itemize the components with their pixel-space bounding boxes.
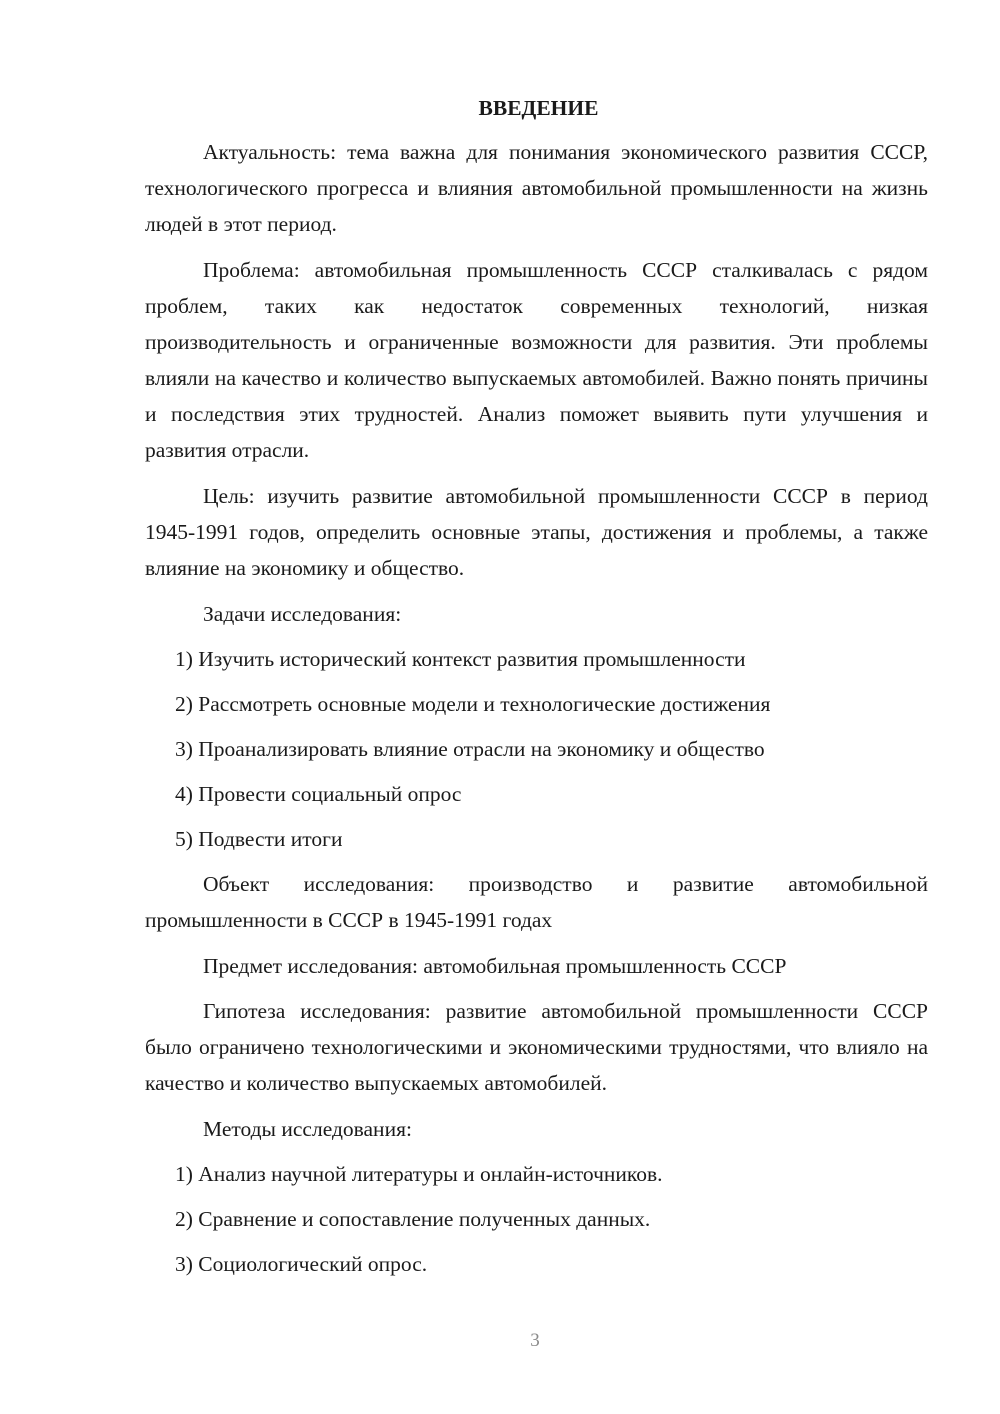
list-item: 3) Социологический опрос. xyxy=(175,1252,428,1276)
list-item: 2) Сравнение и сопоставление полученных данных. xyxy=(175,1207,651,1231)
subject-paragraph: Предмет исследования: автомобильная промышленность СССР xyxy=(203,954,787,978)
document-page xyxy=(145,90,928,1291)
list-item: 4) Провести социальный опрос xyxy=(175,782,462,806)
list-item: 1) Изучить исторический контекст развития промышленности xyxy=(175,647,746,671)
section-heading: ВВЕДЕНИЕ xyxy=(478,96,599,120)
goal-paragraph: Цель: изучить развитие автомобильной промышленности СССР в период 1945-1991 годов, определить основные этапы, достижения и проблемы, а также влияние на экономику и общество. xyxy=(145,484,928,580)
list-item: 3) Проанализировать влияние отрасли на экономику и общество xyxy=(175,737,765,761)
list-item: 5) Подвести итоги xyxy=(175,827,343,851)
methods-label: Методы исследования: xyxy=(203,1117,412,1141)
tasks-label: Задачи исследования: xyxy=(203,602,402,626)
tasks-list xyxy=(145,641,928,857)
page-number: 3 xyxy=(530,1330,540,1351)
list-item: 2) Рассмотреть основные модели и технологические достижения xyxy=(175,692,771,716)
methods-list xyxy=(145,1156,928,1282)
object-paragraph: Объект исследования: производство и развитие автомобильной промышленности в СССР в 1945-1991 годах xyxy=(145,872,928,932)
list-item: 1) Анализ научной литературы и онлайн-источников. xyxy=(175,1162,663,1186)
hypothesis-paragraph: Гипотеза исследования: развитие автомобильной промышленности СССР было ограничено технологическими и экономическими трудностями, что влияло на качество и количество выпускаемых автомобилей. xyxy=(145,999,928,1095)
problem-paragraph: Проблема: автомобильная промышленность СССР сталкивалась с рядом проблем, таких как недостаток современных технологий, низкая производительность и ограниченные возможности для развития. Эти проблемы влияли на качество и количество выпускаемых автомобилей. Важно понять причины и последствия этих трудностей. Анализ поможет выявить пути улучшения и развития отрасли. xyxy=(145,258,928,462)
relevance-paragraph: Актуальность: тема важна для понимания экономического развития СССР, технологического прогресса и влияния автомобильной промышленности на жизнь людей в этот период. xyxy=(145,140,928,236)
